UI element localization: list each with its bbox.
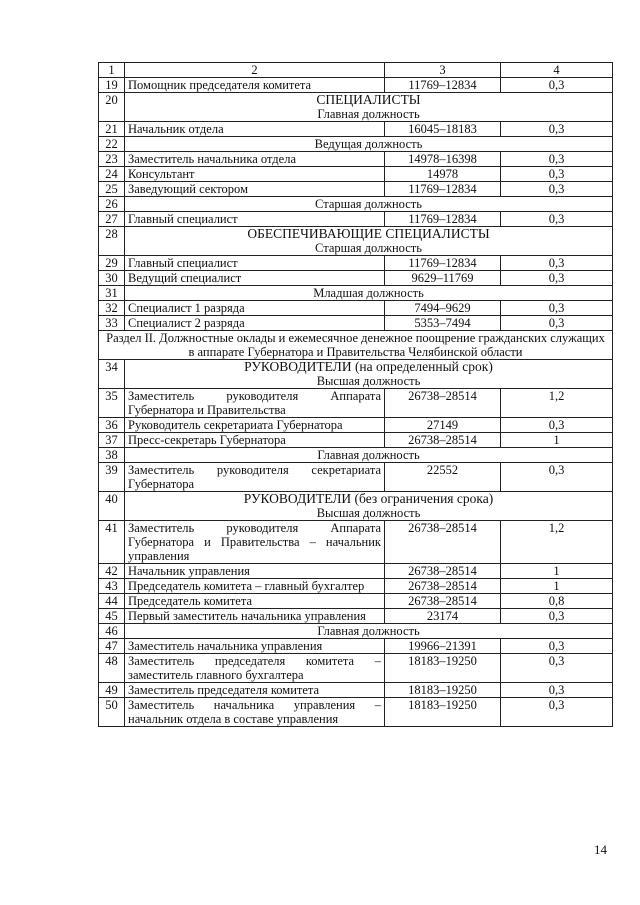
salary-range: 18183–19250 (385, 654, 501, 683)
row-number: 31 (99, 286, 125, 301)
category-cell (125, 286, 613, 301)
bonus-coefficient: 0,3 (501, 639, 613, 654)
position-name: Заместитель председателя комитета (125, 683, 385, 698)
position-name: Начальник управления (125, 564, 385, 579)
category-row (99, 448, 613, 463)
position-name: Заведующий сектором (125, 182, 385, 197)
bonus-coefficient: 0,3 (501, 152, 613, 167)
position-name: Заместитель руководителя Аппарата Губернатора и Правительства – начальник управления (125, 521, 385, 564)
row-number: 29 (99, 256, 125, 271)
category-cell (125, 227, 613, 256)
salary-range: 26738–28514 (385, 579, 501, 594)
table-row (99, 698, 613, 727)
salary-table-body (99, 63, 613, 727)
position-name: Заместитель начальника управления (125, 639, 385, 654)
row-number: 22 (99, 137, 125, 152)
row-number: 35 (99, 389, 125, 418)
bonus-coefficient: 1 (501, 579, 613, 594)
row-number: 47 (99, 639, 125, 654)
bonus-coefficient: 0,3 (501, 683, 613, 698)
header-cell-4: 4 (501, 63, 613, 78)
row-number: 36 (99, 418, 125, 433)
table-row (99, 212, 613, 227)
row-number: 44 (99, 594, 125, 609)
category-cell (125, 448, 613, 463)
table-row (99, 256, 613, 271)
section-part-title: Раздел II. Должностные оклады и ежемесячное денежное поощрение гражданских служащих в аппарате Губернатора и Правительства Челябинской области (99, 331, 613, 360)
salary-range: 7494–9629 (385, 301, 501, 316)
table-row (99, 521, 613, 564)
position-name: Помощник председателя комитета (125, 78, 385, 93)
salary-range: 5353–7494 (385, 316, 501, 331)
category-title: РУКОВОДИТЕЛИ (на определенный срок) (244, 359, 493, 374)
table-row (99, 389, 613, 418)
salary-range: 26738–28514 (385, 564, 501, 579)
table-row (99, 683, 613, 698)
row-number: 30 (99, 271, 125, 286)
row-number: 37 (99, 433, 125, 448)
row-number: 21 (99, 122, 125, 137)
table-row (99, 316, 613, 331)
category-title: СПЕЦИАЛИСТЫ (316, 92, 421, 107)
row-number: 34 (99, 360, 125, 389)
category-cell (125, 93, 613, 122)
row-number: 40 (99, 492, 125, 521)
row-number: 49 (99, 683, 125, 698)
salary-range: 14978 (385, 167, 501, 182)
category-row (99, 227, 613, 256)
position-level: Главная должность (317, 624, 420, 638)
bonus-coefficient: 1 (501, 564, 613, 579)
position-name: Консультант (125, 167, 385, 182)
row-number: 46 (99, 624, 125, 639)
section-part-row (99, 331, 613, 360)
position-level: Высшая должность (316, 506, 421, 520)
bonus-coefficient: 1,2 (501, 389, 613, 418)
position-name: Главный специалист (125, 212, 385, 227)
salary-range: 27149 (385, 418, 501, 433)
page-number: 14 (594, 842, 607, 857)
row-number: 41 (99, 521, 125, 564)
bonus-coefficient: 0,3 (501, 271, 613, 286)
salary-range: 18183–19250 (385, 683, 501, 698)
table-row (99, 564, 613, 579)
table-row (99, 579, 613, 594)
row-number: 48 (99, 654, 125, 683)
bonus-coefficient: 0,3 (501, 167, 613, 182)
salary-range: 16045–18183 (385, 122, 501, 137)
salary-range: 11769–12834 (385, 256, 501, 271)
salary-range: 11769–12834 (385, 182, 501, 197)
position-name: Пресс-секретарь Губернатора (125, 433, 385, 448)
position-name: Председатель комитета (125, 594, 385, 609)
position-level: Старшая должность (315, 241, 422, 255)
position-name: Руководитель секретариата Губернатора (125, 418, 385, 433)
bonus-coefficient: 0,3 (501, 316, 613, 331)
position-name: Заместитель начальника управления – начальник отдела в составе управления (125, 698, 385, 727)
table-header-row (99, 63, 613, 78)
table-row (99, 609, 613, 624)
row-number: 25 (99, 182, 125, 197)
bonus-coefficient: 1,2 (501, 521, 613, 564)
position-name: Главный специалист (125, 256, 385, 271)
position-name: Заместитель руководителя секретариата Губернатора (125, 463, 385, 492)
salary-range: 14978–16398 (385, 152, 501, 167)
bonus-coefficient: 0,3 (501, 418, 613, 433)
header-cell-3: 3 (385, 63, 501, 78)
bonus-coefficient: 0,3 (501, 78, 613, 93)
row-number: 42 (99, 564, 125, 579)
row-number: 19 (99, 78, 125, 93)
category-cell (125, 197, 613, 212)
position-level: Ведущая должность (314, 137, 423, 151)
category-title: РУКОВОДИТЕЛИ (без ограничения срока) (243, 491, 494, 506)
table-row (99, 301, 613, 316)
table-row (99, 152, 613, 167)
position-name: Специалист 1 разряда (125, 301, 385, 316)
header-cell-2: 2 (125, 63, 385, 78)
bonus-coefficient: 0,8 (501, 594, 613, 609)
bonus-coefficient: 0,3 (501, 698, 613, 727)
category-row (99, 197, 613, 212)
salary-range: 23174 (385, 609, 501, 624)
category-row (99, 360, 613, 389)
salary-range: 26738–28514 (385, 594, 501, 609)
bonus-coefficient: 0,3 (501, 609, 613, 624)
position-name: Начальник отдела (125, 122, 385, 137)
bonus-coefficient: 0,3 (501, 301, 613, 316)
table-row (99, 167, 613, 182)
table-row (99, 122, 613, 137)
table-row (99, 433, 613, 448)
position-name: Первый заместитель начальника управления (125, 609, 385, 624)
category-row (99, 624, 613, 639)
table-row (99, 594, 613, 609)
salary-range: 11769–12834 (385, 78, 501, 93)
category-cell (125, 137, 613, 152)
row-number: 20 (99, 93, 125, 122)
salary-range: 26738–28514 (385, 433, 501, 448)
row-number: 45 (99, 609, 125, 624)
salary-range: 26738–28514 (385, 521, 501, 564)
row-number: 23 (99, 152, 125, 167)
bonus-coefficient: 0,3 (501, 463, 613, 492)
table-row (99, 463, 613, 492)
position-name: Председатель комитета – главный бухгалтер (125, 579, 385, 594)
category-row (99, 492, 613, 521)
bonus-coefficient: 0,3 (501, 256, 613, 271)
row-number: 28 (99, 227, 125, 256)
salary-range: 9629–11769 (385, 271, 501, 286)
salary-range: 22552 (385, 463, 501, 492)
category-cell (125, 492, 613, 521)
row-number: 27 (99, 212, 125, 227)
position-name: Заместитель руководителя Аппарата Губернатора и Правительства (125, 389, 385, 418)
table-row (99, 639, 613, 654)
category-cell (125, 360, 613, 389)
row-number: 26 (99, 197, 125, 212)
position-name: Специалист 2 разряда (125, 316, 385, 331)
position-level: Старшая должность (315, 197, 422, 211)
salary-range: 19966–21391 (385, 639, 501, 654)
category-row (99, 137, 613, 152)
table-row (99, 182, 613, 197)
bonus-coefficient: 1 (501, 433, 613, 448)
table-row (99, 78, 613, 93)
row-number: 43 (99, 579, 125, 594)
bonus-coefficient: 0,3 (501, 122, 613, 137)
position-level: Высшая должность (316, 374, 421, 388)
bonus-coefficient: 0,3 (501, 654, 613, 683)
row-number: 39 (99, 463, 125, 492)
row-number: 50 (99, 698, 125, 727)
row-number: 33 (99, 316, 125, 331)
category-title: ОБЕСПЕЧИВАЮЩИЕ СПЕЦИАЛИСТЫ (247, 226, 490, 241)
bonus-coefficient: 0,3 (501, 182, 613, 197)
salary-range: 18183–19250 (385, 698, 501, 727)
position-level: Главная должность (317, 448, 420, 462)
table-row (99, 418, 613, 433)
header-cell-1: 1 (99, 63, 125, 78)
category-row (99, 93, 613, 122)
salary-table (98, 62, 613, 727)
salary-range: 11769–12834 (385, 212, 501, 227)
table-row (99, 654, 613, 683)
row-number: 38 (99, 448, 125, 463)
table-row (99, 271, 613, 286)
bonus-coefficient: 0,3 (501, 212, 613, 227)
position-level: Младшая должность (313, 286, 424, 300)
salary-range: 26738–28514 (385, 389, 501, 418)
position-name: Ведущий специалист (125, 271, 385, 286)
position-name: Заместитель начальника отдела (125, 152, 385, 167)
category-row (99, 286, 613, 301)
row-number: 24 (99, 167, 125, 182)
category-cell (125, 624, 613, 639)
position-level: Главная должность (317, 107, 420, 121)
position-name: Заместитель председателя комитета – заместитель главного бухгалтера (125, 654, 385, 683)
row-number: 32 (99, 301, 125, 316)
